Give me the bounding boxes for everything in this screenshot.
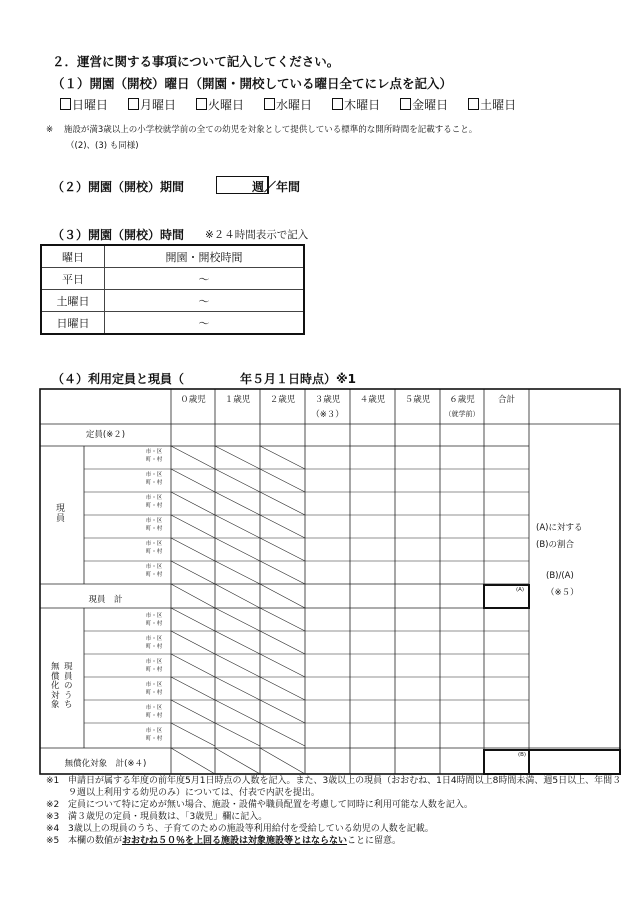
- footnote-text: 本欄の数値がおおむね５０％を上回る施設は対象施設等とはならないことに留意。: [68, 836, 402, 846]
- municipality-top: 市・区: [145, 659, 163, 665]
- slash-line: [215, 608, 260, 631]
- genin-municipality-label: [140, 540, 168, 556]
- header-day: 曜日: [41, 245, 105, 268]
- ratio-box: [529, 750, 620, 774]
- slash-line: [215, 561, 260, 584]
- age-header-6: ６歳児: [449, 395, 475, 405]
- footnote-key: ※3: [46, 812, 60, 822]
- free-municipality-label: [140, 704, 168, 720]
- footnote-text: 定員について特に定めが無い場合、施設・設備や職員配置を考慮して同時に利用可能な人数を記入。: [68, 800, 473, 810]
- row-day: 平日: [41, 268, 105, 290]
- slash-line: [171, 584, 215, 608]
- municipality-top: 市・区: [145, 682, 163, 688]
- slash-line: [260, 723, 305, 746]
- municipality-bottom: 町・村: [145, 621, 163, 627]
- slash-line: [215, 515, 260, 538]
- table-slashes: [171, 446, 305, 774]
- free-total-label: 無償化対象 計(※４): [64, 759, 147, 769]
- municipality-top: 市・区: [145, 564, 163, 570]
- slash-line: [171, 700, 215, 723]
- slash-line: [171, 446, 215, 469]
- municipality-bottom: 町・村: [145, 644, 163, 650]
- municipality-bottom: 町・村: [145, 690, 163, 696]
- row-day: 土曜日: [41, 290, 105, 312]
- free-municipality-label: [140, 612, 168, 628]
- q1-title: （１）開園（開校）曜日（開園・開校している曜日全てにレ点を記入）: [52, 76, 453, 91]
- municipality-top: 市・区: [145, 636, 163, 642]
- free-label-1: 現員のうち: [64, 662, 73, 710]
- footnote-1: [46, 775, 626, 799]
- age-header-1: １歳児: [224, 395, 251, 405]
- free-municipality-label: [140, 727, 168, 743]
- slash-line: [171, 492, 215, 515]
- genin-municipality-label: [140, 471, 168, 487]
- slash-line: [171, 469, 215, 492]
- footnote-3: [46, 811, 626, 823]
- slash-line: [215, 723, 260, 746]
- note-mark: ※: [46, 125, 54, 135]
- slash-line: [215, 492, 260, 515]
- day-checkbox-thursday[interactable]: 木曜日: [332, 96, 380, 113]
- q4-title-suffix: 年５月１日時点）※1: [240, 372, 357, 386]
- table-grid: [40, 389, 620, 774]
- slash-line: [215, 677, 260, 700]
- age-header-4: ４歳児: [359, 395, 386, 405]
- slash-line: [171, 723, 215, 746]
- free-municipality-label: [140, 681, 168, 697]
- slash-line: [215, 748, 260, 774]
- q2-unit: 週／年間: [252, 180, 301, 194]
- age-header-total: 合計: [497, 395, 515, 405]
- q2-title: （２）開園（開校）期間: [52, 180, 185, 194]
- q1-note-2: （(2)、(3) も同様): [66, 141, 139, 151]
- municipality-bottom: 町・村: [145, 549, 163, 555]
- day-checkbox-saturday[interactable]: 土曜日: [468, 96, 516, 113]
- footnote-text: 申請日が属する年度の前年度5月1日時点の人数を記入。また、3歳以上の現員（おおむね、1日4時間以上8時間未満、週5日以上、年間３９週以上利用する幼児のみ）については、付表で内訳を提出。: [68, 776, 622, 798]
- slash-line: [171, 631, 215, 654]
- municipality-top: 市・区: [145, 705, 163, 711]
- footnote-2: [46, 799, 626, 811]
- slash-line: [171, 677, 215, 700]
- age-header-3-sub: （※３）: [311, 410, 344, 420]
- slash-line: [260, 469, 305, 492]
- free-municipality-label: [140, 658, 168, 674]
- genin-municipality-label: [140, 448, 168, 464]
- day-checkbox-friday[interactable]: 金曜日: [400, 96, 448, 113]
- slash-line: [171, 748, 215, 774]
- municipality-bottom: 町・村: [145, 503, 163, 509]
- footnote-key: ※1: [46, 776, 60, 786]
- slash-line: [260, 515, 305, 538]
- q3-note: ※２４時間表示で記入: [205, 229, 309, 241]
- slash-line: [260, 654, 305, 677]
- q3-title: （３）開園（開校）時間: [52, 228, 185, 242]
- age-header-3: ３歳児: [314, 395, 341, 405]
- municipality-top: 市・区: [145, 541, 163, 547]
- municipality-bottom: 町・村: [145, 667, 163, 673]
- age-header-5: ５歳児: [404, 395, 431, 405]
- q4-title: （４）利用定員と現員（: [52, 372, 185, 386]
- section-title: ２．運営に関する事項について記入してください。: [52, 54, 340, 69]
- age-header-2: ２歳児: [269, 395, 296, 405]
- ratio-line-4: （※５）: [546, 588, 579, 598]
- slash-line: [260, 492, 305, 515]
- slash-line: [215, 469, 260, 492]
- free-label-2: 無償化対象: [51, 662, 60, 710]
- municipality-top: 市・区: [145, 472, 163, 478]
- ratio-line-2: (B)の割合: [536, 540, 574, 550]
- footnotes: [46, 775, 626, 847]
- slash-line: [260, 446, 305, 469]
- ratio-line-1: (A)に対する: [536, 523, 583, 533]
- row-time-input[interactable]: ～: [105, 268, 305, 290]
- row-time-input[interactable]: ～: [105, 290, 305, 312]
- slash-line: [215, 584, 260, 608]
- slash-line: [260, 748, 305, 774]
- free-municipality-label: [140, 635, 168, 651]
- municipality-top: 市・区: [145, 728, 163, 734]
- genin-municipality-label: [140, 494, 168, 510]
- municipality-bottom: 町・村: [145, 736, 163, 742]
- municipality-bottom: 町・村: [145, 457, 163, 463]
- municipality-bottom: 町・村: [145, 526, 163, 532]
- municipality-top: 市・区: [145, 613, 163, 619]
- municipality-top: 市・区: [145, 518, 163, 524]
- genin-municipality-label: [140, 517, 168, 533]
- teiin-label: 定員(※２): [85, 430, 126, 440]
- row-time-input[interactable]: ～: [105, 312, 305, 335]
- age-header-6-sub: （就学前）: [444, 410, 480, 418]
- slash-line: [171, 654, 215, 677]
- slash-line: [215, 700, 260, 723]
- row-day: 日曜日: [41, 312, 105, 335]
- table-border: [40, 389, 620, 774]
- footnote-text: 満３歳児の定員・現員数は、「3歳児」欄に記入。: [68, 812, 268, 822]
- municipality-bottom: 町・村: [145, 480, 163, 486]
- ratio-line-3: (B)/(A): [546, 571, 574, 581]
- age-header-0: ０歳児: [180, 395, 206, 405]
- slash-line: [215, 654, 260, 677]
- slash-line: [260, 677, 305, 700]
- genin-municipality-label: [140, 563, 168, 579]
- footnote-key: ※5: [46, 836, 60, 846]
- day-checkbox-wednesday[interactable]: 水曜日: [264, 96, 312, 113]
- municipality-bottom: 町・村: [145, 572, 163, 578]
- slash-line: [260, 631, 305, 654]
- slash-line: [171, 515, 215, 538]
- mark-a: (A): [516, 587, 525, 593]
- mark-b: (B): [518, 752, 527, 758]
- footnote-emphasis: おおむね５０％を上回る施設は対象施設等とはならない: [122, 836, 348, 846]
- footnote-5: [46, 835, 626, 847]
- municipality-top: 市・区: [145, 449, 163, 455]
- slash-line: [215, 631, 260, 654]
- footnote-text: 3歳以上の現員のうち、子育てのための施設等利用給付を受給している幼児の人数を記載。: [68, 824, 434, 834]
- genin-total-label: 現員 計: [88, 595, 123, 605]
- slash-line: [215, 538, 260, 561]
- footnote-4: [46, 823, 626, 835]
- slash-line: [260, 561, 305, 584]
- slash-line: [215, 446, 260, 469]
- municipality-bottom: 町・村: [145, 713, 163, 719]
- q1-note-text: 施設が満3歳以上の小学校就学前の全ての幼児を対象として提供している標準的な開所時間を記載すること。: [63, 125, 478, 135]
- footnote-key: ※2: [46, 800, 60, 810]
- slash-line: [260, 584, 305, 608]
- genin-label: 現員: [56, 504, 66, 524]
- day-checkbox-monday[interactable]: 月曜日: [128, 96, 176, 113]
- municipality-top: 市・区: [145, 495, 163, 501]
- slash-line: [260, 700, 305, 723]
- slash-line: [171, 561, 215, 584]
- slash-line: [260, 538, 305, 561]
- header-time: 開園・開校時間: [105, 245, 305, 268]
- day-checkbox-tuesday[interactable]: 火曜日: [196, 96, 244, 113]
- slash-line: [171, 608, 215, 631]
- slash-line: [171, 538, 215, 561]
- day-checkbox-sunday[interactable]: 日曜日: [60, 96, 108, 113]
- footnote-key: ※4: [46, 824, 60, 834]
- slash-line: [260, 608, 305, 631]
